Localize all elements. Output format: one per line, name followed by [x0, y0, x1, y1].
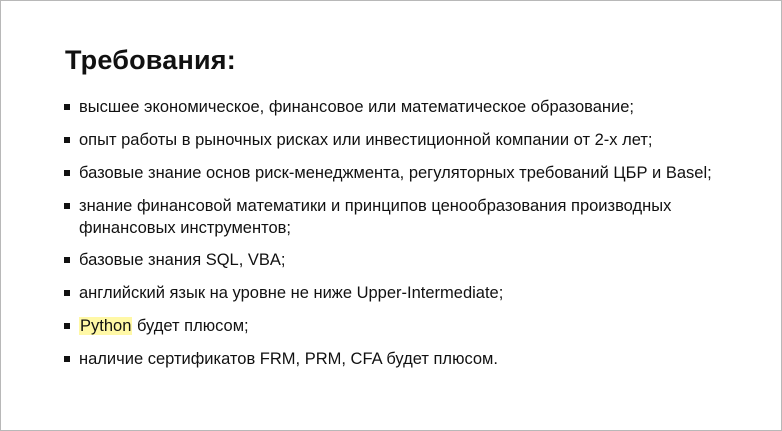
requirement-item-2: [64, 129, 764, 151]
square-bullet-icon: [64, 257, 70, 263]
highlighted-keyword: Python: [80, 317, 132, 335]
requirements-list: [64, 96, 764, 381]
requirement-item-4: [64, 195, 764, 239]
requirement-item-7: [64, 315, 764, 337]
requirement-text: опыт работы в рыночных рисках или инвестиционной компании от 2-х лет;: [79, 131, 653, 149]
requirement-text: будет плюсом;: [132, 317, 249, 335]
square-bullet-icon: [64, 323, 70, 329]
requirement-text: высшее экономическое, финансовое или математическое образование;: [79, 98, 635, 116]
requirement-item-8: [64, 348, 764, 370]
square-bullet-icon: [64, 290, 70, 296]
requirement-text: наличие сертификатов FRM, PRM, CFA будет плюсом.: [79, 350, 498, 368]
requirement-text: базовые знания SQL, VBA;: [79, 251, 286, 269]
requirement-item-1: [64, 96, 764, 118]
slide-title: Требования:: [65, 45, 236, 75]
requirement-item-3: [64, 162, 764, 184]
requirement-item-6: [64, 282, 764, 304]
requirement-text: английский язык на уровне не ниже Upper-Intermediate;: [79, 284, 504, 302]
square-bullet-icon: [64, 203, 70, 209]
requirement-text: базовые знание основ риск-менеджмента, регуляторных требований ЦБР и Basel;: [79, 164, 712, 182]
square-bullet-icon: [64, 104, 70, 110]
square-bullet-icon: [64, 170, 70, 176]
square-bullet-icon: [64, 356, 70, 362]
square-bullet-icon: [64, 137, 70, 143]
requirement-item-5: [64, 249, 764, 271]
requirement-text: знание финансовой математики и принципов ценообразования производных финансовых инструментов;: [79, 197, 672, 237]
